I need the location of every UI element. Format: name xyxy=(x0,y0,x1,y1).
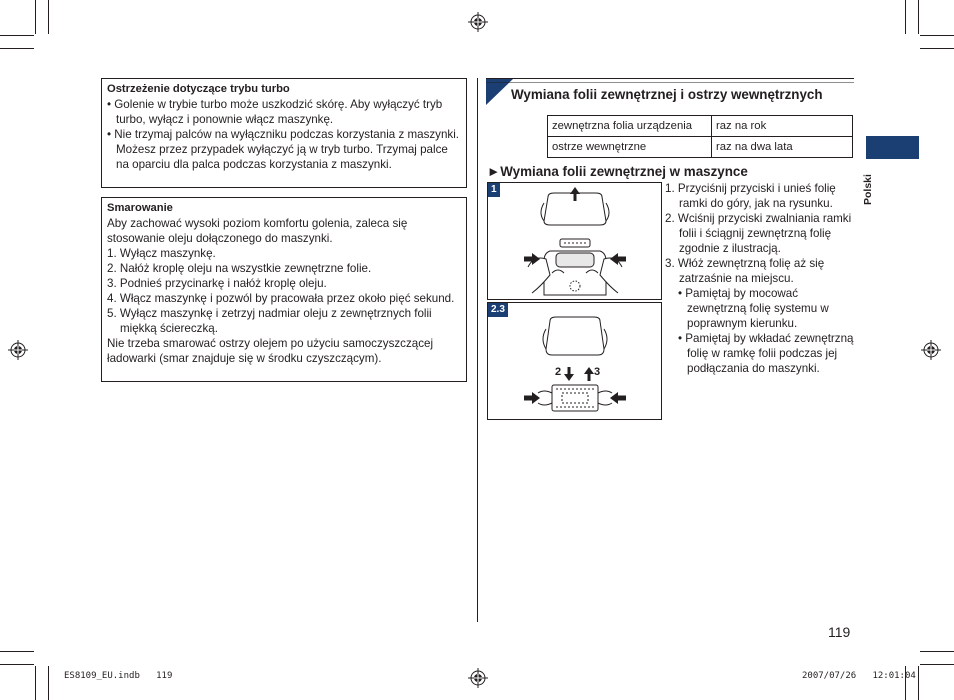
footer-file-info: ES8109_EU.indb 119 xyxy=(64,671,173,681)
table-cell: zewnętrzna folia urządzenia xyxy=(548,116,712,137)
figure-number-2: 2 xyxy=(555,366,562,378)
lubrication-step: 2. Nałóż kroplę oleju na wszystkie zewnętrzne folie. xyxy=(107,262,372,275)
crop-mark xyxy=(0,48,34,49)
lubrication-note: Nie trzeba smarować ostrzy olejem po użyciu samoczyszczącej ładowarki (smar znajduje się w środku czyszczącym). xyxy=(107,337,434,365)
replacement-step: 3. Włóż zewnętrzną folię aż się zatrzaśnie na miejscu. xyxy=(665,257,825,285)
replacement-steps xyxy=(665,181,855,376)
registration-mark-icon xyxy=(468,12,488,32)
language-label: Polski xyxy=(862,174,874,205)
figure-step-1 xyxy=(487,182,662,300)
table-row xyxy=(548,116,853,137)
replacement-step: 1. Przyciśnij przyciski i unieś folię ramki do góry, jak na rysunku. xyxy=(665,182,836,210)
turbo-warning-title: Ostrzeżenie dotyczące trybu turbo xyxy=(107,83,290,95)
figure-step-2-3 xyxy=(487,302,662,420)
crop-mark xyxy=(0,651,34,652)
registration-mark-icon xyxy=(8,340,28,360)
lubrication-step: 5. Wyłącz maszynkę i zetrzyj nadmiar oleju z zewnętrznych folii miękką ściereczką. xyxy=(107,307,432,335)
crop-mark xyxy=(920,35,954,36)
crop-mark xyxy=(918,0,919,34)
crop-mark xyxy=(48,0,49,34)
table-cell: raz na rok xyxy=(712,116,853,137)
figure-label: 1 xyxy=(488,183,500,197)
crop-mark xyxy=(48,666,49,700)
lubrication-intro: Aby zachować wysoki poziom komfortu golenia, zaleca się stosowanie oleju dołączonego do maszynki. xyxy=(107,217,408,245)
figure-number-3: 3 xyxy=(594,366,601,378)
registration-mark-icon xyxy=(468,668,488,688)
crop-mark xyxy=(920,48,954,49)
turbo-warning-bullet: • Golenie w trybie turbo może uszkodzić skórę. Aby wyłączyć tryb turbo, wyłącz i ponownie włącz maszynkę. xyxy=(107,98,443,126)
registration-mark-icon xyxy=(921,340,941,360)
section-title: Wymiana folii zewnętrznej i ostrzy wewnętrznych xyxy=(511,87,823,102)
lubrication-title: Smarowanie xyxy=(107,202,173,214)
page-number: 119 xyxy=(828,624,851,640)
replacement-frequency-table xyxy=(547,115,853,158)
footer-timestamp: 2007/07/26 12:01:04 xyxy=(802,671,916,681)
language-tab xyxy=(866,136,919,159)
replacement-step: 2. Wciśnij przyciski zwalniania ramki folii i ściągnij zewnętrzną folię zgodnie z ilustracją. xyxy=(665,212,852,255)
table-row xyxy=(548,137,853,158)
foil-release-illustration xyxy=(488,303,661,419)
crop-mark xyxy=(918,666,919,700)
table-cell: ostrze wewnętrzne xyxy=(548,137,712,158)
crop-mark xyxy=(35,666,36,700)
lubrication-box xyxy=(101,197,467,382)
turbo-warning-bullet: • Nie trzymaj palców na wyłączniku podczas korzystania z maszynki. Możesz przez przypadek wyłączyć ją w tryb turbo. Trzymaj palce na oparciu dla palca podczas korzystania z maszynki. xyxy=(107,128,459,171)
column-divider xyxy=(477,78,478,622)
lubrication-step: 3. Podnieś przycinarkę i nałóż kroplę oleju. xyxy=(107,277,327,290)
subsection-title: ►Wymiana folii zewnętrznej w maszynce xyxy=(487,164,748,179)
turbo-warning-box xyxy=(101,78,467,188)
crop-mark xyxy=(905,0,906,34)
figure-label: 2.3 xyxy=(488,303,508,317)
shaver-head-lift-illustration xyxy=(488,183,661,299)
replacement-sub-bullet: • Pamiętaj by wkładać zewnętrzną folię w ramkę folii podczas jej podłączania do maszynki. xyxy=(678,332,854,375)
replacement-sub-bullet: • Pamiętaj by mocować zewnętrzną folię systemu w poprawnym kierunku. xyxy=(678,287,829,330)
crop-mark xyxy=(0,664,34,665)
crop-mark xyxy=(920,651,954,652)
crop-mark xyxy=(920,664,954,665)
lubrication-step: 1. Wyłącz maszynkę. xyxy=(107,247,216,260)
table-cell: raz na dwa lata xyxy=(712,137,853,158)
lubrication-step: 4. Włącz maszynkę i pozwól by pracowała przez około pięć sekund. xyxy=(107,292,455,305)
crop-mark xyxy=(35,0,36,34)
crop-mark xyxy=(0,35,34,36)
